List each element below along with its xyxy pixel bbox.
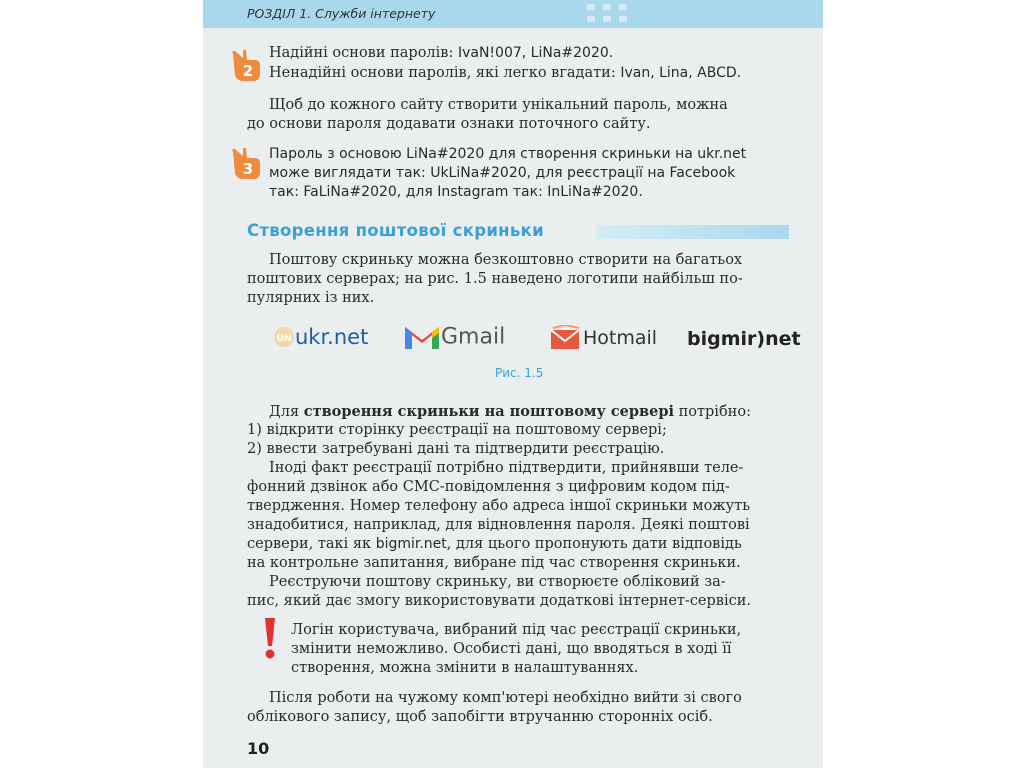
ukrnet-logo: UN ukr.net (273, 325, 368, 349)
gmail-logo: Gmail (403, 323, 505, 351)
note-line: Логін користувача, вибраний під час реєстрації скриньки, (291, 622, 742, 638)
example-line: може виглядати так: UkLiNa#2020, для реєстрації на Facebook (269, 165, 736, 181)
chapter-header (203, 0, 823, 28)
chapter-title: РОЗДІЛ 1. Служби інтернету (247, 6, 436, 21)
hotmail-envelope-icon (549, 325, 583, 351)
step-item: 1) відкрити сторінку реєстрації на поштовому сервері; (247, 422, 667, 438)
body-line: Реєструючи поштову скриньку, ви створюєте обліковий за- (269, 574, 726, 590)
strong-password-line: Надійні основи паролів: IvaN!007, LiNa#2020. (269, 45, 614, 61)
textbook-page (203, 0, 823, 768)
weak-password-line: Ненадійні основи паролів, які легко вгадати: Ivan, Lina, ABCD. (269, 65, 742, 81)
note-line: змінити неможливо. Особисті дані, що вводяться в ході її (291, 641, 732, 657)
bigmir-logo: bigmir)net (687, 328, 801, 350)
paragraph-line: до основи пароля додавати ознаки поточного сайту. (247, 116, 651, 132)
note-line: створення, можна змінити в налаштуваннях. (291, 660, 639, 676)
intro-line: Поштову скриньку можна безкоштовно створити на багатьох (269, 252, 743, 268)
body-line: пис, який дає змогу використовувати додаткові інтернет-сервіси. (247, 593, 751, 609)
svg-text:UN: UN (276, 334, 292, 344)
example-line: Пароль з основою LiNa#2020 для створення скриньки на ukr.net (269, 146, 747, 162)
body-line: твердження. Номер телефону або адреса іншої скриньки можуть (247, 498, 751, 514)
hand-badge-icon (229, 48, 263, 84)
body-line: фонний дзвінок або СМС-повідомлення з цифровим кодом під- (247, 479, 730, 495)
page-number: 10 (247, 739, 270, 758)
steps-lead: Для створення скриньки на поштовому сервері потрібно: (269, 403, 751, 420)
body-line: знадобитися, наприклад, для відновлення пароля. Деякі поштові (247, 517, 750, 533)
step-item: 2) ввести затребувані дані та підтвердити реєстрацію. (247, 441, 665, 457)
svg-text:3: 3 (242, 160, 254, 178)
header-decoration (587, 4, 647, 24)
exclamation-icon (263, 618, 277, 660)
hand-badge-icon (229, 146, 263, 182)
intro-line: пулярних із них. (247, 290, 375, 306)
section-title: Створення поштової скриньки (247, 221, 544, 240)
body-line: сервери, такі як bigmir.net, для цього пропонують дати відповідь (247, 536, 742, 552)
figure-caption: Рис. 1.5 (495, 366, 544, 380)
section-title-bar (595, 225, 789, 239)
svg-text:2: 2 (242, 62, 254, 80)
example-line: так: FaLiNa#2020, для Instagram так: InLiNa#2020. (269, 184, 643, 200)
paragraph-line: Щоб до кожного сайту створити унікальний пароль, можна (269, 97, 728, 113)
closing-line: Після роботи на чужому комп'ютері необхідно вийти зі свого (269, 690, 742, 706)
ukrnet-circle-icon (273, 326, 295, 348)
intro-line: поштових серверах; на рис. 1.5 наведено логотипи найбільш по- (247, 271, 743, 287)
body-line: Іноді факт реєстрації потрібно підтвердити, прийнявши теле- (269, 460, 744, 476)
gmail-m-icon (403, 323, 441, 351)
closing-line: облікового запису, щоб запобігти втручанню сторонніх осіб. (247, 709, 713, 725)
hotmail-logo: Hotmail (549, 325, 657, 351)
body-line: на контрольне запитання, вибране під час створення скриньки. (247, 555, 741, 571)
